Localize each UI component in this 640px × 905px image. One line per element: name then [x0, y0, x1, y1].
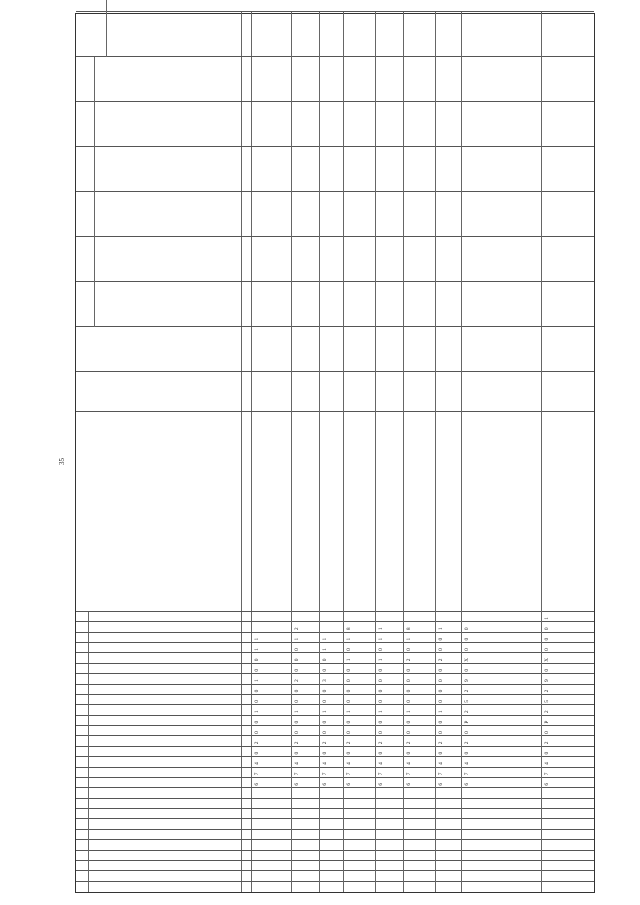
code-col-divider	[76, 694, 594, 695]
code-digit: 4	[322, 762, 328, 765]
code-digit: 0	[406, 648, 412, 651]
data-col-divider	[76, 281, 594, 282]
code-col-divider	[76, 808, 594, 809]
data-col-divider	[76, 411, 594, 412]
code-digit: 0	[346, 720, 352, 724]
code-digit: 0	[544, 648, 550, 651]
target-group-line	[106, 0, 107, 57]
code-digit: 0	[464, 751, 470, 755]
code-digit: 0	[378, 720, 384, 724]
code-digit: 0	[464, 627, 470, 631]
code-digit: 1	[322, 648, 328, 651]
code-digit: 0	[254, 689, 260, 693]
code-digit: 0	[254, 751, 260, 755]
code-col-divider	[76, 850, 594, 851]
code-digit: 1	[346, 658, 352, 662]
code-group-line	[88, 612, 89, 892]
code-digit: 0	[346, 679, 352, 682]
code-digit: 2	[406, 658, 412, 662]
code-digit: 2	[406, 741, 412, 745]
code-digit: 6	[378, 782, 384, 786]
code-digit: 7	[322, 772, 328, 776]
row-divider	[435, 12, 436, 892]
row-divider	[403, 12, 404, 892]
code-digit: 0	[254, 720, 260, 724]
code-digit: 2	[346, 741, 352, 745]
code-digit: 6	[346, 782, 352, 786]
code-digit: 2	[322, 741, 328, 745]
code-digit: 9	[544, 679, 550, 682]
code-digit: 0	[378, 731, 384, 734]
code-digit: 0	[294, 731, 300, 734]
code-digit: 1	[346, 637, 352, 641]
code-col-divider	[76, 715, 594, 716]
header-bottom-line	[241, 12, 242, 892]
code-col-divider	[76, 787, 594, 788]
code-col-divider	[76, 746, 594, 747]
code-digit: 6	[464, 782, 470, 786]
code-digit: 7	[464, 772, 470, 776]
code-digit: 0	[464, 731, 470, 734]
code-digit: 0	[544, 751, 550, 755]
code-digit: 1	[322, 637, 328, 641]
code-digit: 0	[378, 700, 384, 703]
code-col-divider	[76, 829, 594, 830]
colnum-row-line	[251, 12, 252, 892]
data-col-divider	[76, 11, 594, 12]
code-digit: 0	[322, 751, 328, 755]
code-digit: 6	[406, 782, 412, 786]
code-digit: 0	[294, 720, 300, 724]
data-col-divider	[76, 146, 594, 147]
code-digit: Р	[544, 720, 550, 724]
code-digit: 0	[294, 700, 300, 703]
code-digit: 1	[378, 710, 384, 714]
code-col-divider	[76, 798, 594, 799]
code-digit: 1	[544, 617, 550, 620]
code-digit: 0	[294, 668, 300, 672]
code-col-divider	[76, 756, 594, 757]
code-col-divider	[76, 652, 594, 653]
code-digit: 4	[254, 762, 260, 765]
code-digit: 7	[438, 772, 444, 776]
code-digit: 8	[406, 627, 412, 631]
code-digit: 0	[464, 668, 470, 672]
code-digit: 0	[406, 679, 412, 682]
code-digit: 0	[346, 689, 352, 693]
code-col-divider	[76, 611, 594, 612]
code-digit: 2	[464, 741, 470, 745]
code-digit: 1	[378, 627, 384, 631]
code-digit: 0	[322, 689, 328, 693]
code-digit: 0	[406, 720, 412, 724]
code-digit: 2	[438, 741, 444, 745]
code-digit: 7	[378, 772, 384, 776]
code-col-divider	[76, 777, 594, 778]
code-digit: 2	[438, 658, 444, 662]
code-digit: 0	[346, 668, 352, 672]
code-digit: 0	[254, 668, 260, 672]
code-digit: 7	[346, 772, 352, 776]
code-digit: 2	[544, 689, 550, 693]
row-divider	[541, 12, 542, 892]
code-digit: 0	[406, 689, 412, 693]
code-digit: 0	[378, 648, 384, 651]
code-digit: 9	[464, 679, 470, 682]
code-digit: 0	[294, 648, 300, 651]
code-digit: 4	[378, 762, 384, 765]
code-digit: 6	[254, 782, 260, 786]
row-divider	[291, 12, 292, 892]
data-col-divider	[76, 236, 594, 237]
code-digit: 0	[294, 751, 300, 755]
code-col-divider	[76, 621, 594, 622]
code-digit: 2	[378, 741, 384, 745]
data-col-divider	[76, 56, 594, 57]
code-digit: 0	[254, 700, 260, 703]
code-digit: 0	[544, 637, 550, 641]
code-digit: 2	[464, 710, 470, 714]
data-col-divider	[76, 326, 594, 327]
code-digit: 2	[294, 679, 300, 682]
code-col-divider	[76, 632, 594, 633]
code-digit: 0	[544, 731, 550, 734]
code-digit: 6	[438, 782, 444, 786]
code-digit: 7	[406, 772, 412, 776]
code-digit: 4	[464, 762, 470, 765]
code-col-divider	[76, 684, 594, 685]
years-group-line	[94, 57, 95, 327]
code-digit: 1	[378, 658, 384, 662]
code-col-divider	[76, 870, 594, 871]
code-digit: 0	[438, 637, 444, 641]
code-digit: 6	[322, 782, 328, 786]
code-digit: 0	[346, 700, 352, 703]
code-digit: 2	[464, 689, 470, 693]
code-digit: 1	[254, 637, 260, 641]
code-digit: 1	[254, 648, 260, 651]
code-digit: 2	[544, 741, 550, 745]
data-col-divider	[76, 191, 594, 192]
code-digit: 0	[254, 731, 260, 734]
code-digit: 0	[438, 751, 444, 755]
code-digit: 0	[378, 751, 384, 755]
code-digit: 5	[544, 700, 550, 703]
code-digit: 2	[294, 741, 300, 745]
code-col-divider	[76, 735, 594, 736]
code-digit: 8	[346, 627, 352, 631]
code-digit: 1	[438, 710, 444, 714]
code-digit: X	[464, 657, 470, 662]
code-digit: 7	[294, 772, 300, 776]
code-digit: 0	[254, 658, 260, 662]
code-digit: 0	[378, 689, 384, 693]
code-digit: 0	[438, 668, 444, 672]
code-col-divider	[76, 673, 594, 674]
code-digit: 0	[294, 689, 300, 693]
code-col-divider	[76, 818, 594, 819]
code-digit: 1	[438, 627, 444, 631]
code-digit: 0	[322, 731, 328, 734]
code-digit: 1	[322, 710, 328, 714]
code-digit: 0	[346, 731, 352, 734]
code-digit: 1	[294, 637, 300, 641]
row-divider	[319, 12, 320, 892]
code-digit: 0	[406, 751, 412, 755]
code-col-divider	[76, 725, 594, 726]
code-digit: 5	[464, 700, 470, 703]
code-digit: 3	[322, 679, 328, 682]
code-digit: 0	[346, 751, 352, 755]
data-col-divider	[76, 101, 594, 102]
code-col-divider	[76, 663, 594, 664]
code-digit: 0	[406, 700, 412, 703]
code-digit: 0	[438, 689, 444, 693]
code-col-divider	[76, 839, 594, 840]
data-col-divider	[76, 371, 594, 372]
code-digit: 0	[438, 679, 444, 682]
code-digit: 0	[346, 648, 352, 651]
code-digit: 0	[294, 658, 300, 662]
code-digit: 4	[406, 762, 412, 765]
code-digit: Р	[464, 720, 470, 724]
code-digit: 2	[254, 741, 260, 745]
code-digit: 1	[346, 710, 352, 714]
code-digit: 0	[438, 648, 444, 651]
code-digit: 0	[464, 648, 470, 651]
code-digit: 0	[438, 720, 444, 724]
code-digit: 1	[406, 637, 412, 641]
code-digit: 7	[254, 772, 260, 776]
code-col-divider	[76, 860, 594, 861]
code-digit: 0	[438, 700, 444, 703]
code-digit: 0	[464, 637, 470, 641]
code-digit: 0	[322, 700, 328, 703]
row-divider	[375, 12, 376, 892]
code-digit: 1	[254, 679, 260, 682]
code-digit: 0	[544, 627, 550, 631]
code-digit: 0	[322, 658, 328, 662]
code-digit: 0	[438, 731, 444, 734]
code-digit: 4	[294, 762, 300, 765]
row-divider	[461, 12, 462, 892]
row-divider	[343, 12, 344, 892]
code-digit: 0	[322, 720, 328, 724]
code-col-divider	[76, 704, 594, 705]
code-digit: 1	[254, 710, 260, 714]
code-digit: 0	[378, 668, 384, 672]
code-digit: 6	[294, 782, 300, 786]
code-digit: 2	[294, 627, 300, 631]
program-table	[75, 13, 595, 893]
code-col-divider	[76, 642, 594, 643]
code-col-divider	[76, 767, 594, 768]
code-digit: 6	[544, 782, 550, 786]
code-digit: 4	[438, 762, 444, 765]
code-digit: X	[544, 657, 550, 662]
code-digit: 4	[544, 762, 550, 765]
code-digit: 0	[544, 668, 550, 672]
page-number: 35	[58, 458, 66, 465]
code-digit: 1	[294, 710, 300, 714]
code-digit: 4	[346, 762, 352, 765]
code-digit: 0	[322, 668, 328, 672]
code-digit: 0	[406, 668, 412, 672]
code-digit: 0	[406, 731, 412, 734]
code-digit: 1	[378, 637, 384, 641]
code-digit: 2	[544, 710, 550, 714]
code-digit: 7	[544, 772, 550, 776]
code-col-divider	[76, 881, 594, 882]
code-digit: 1	[406, 710, 412, 714]
code-digit: 0	[378, 679, 384, 682]
